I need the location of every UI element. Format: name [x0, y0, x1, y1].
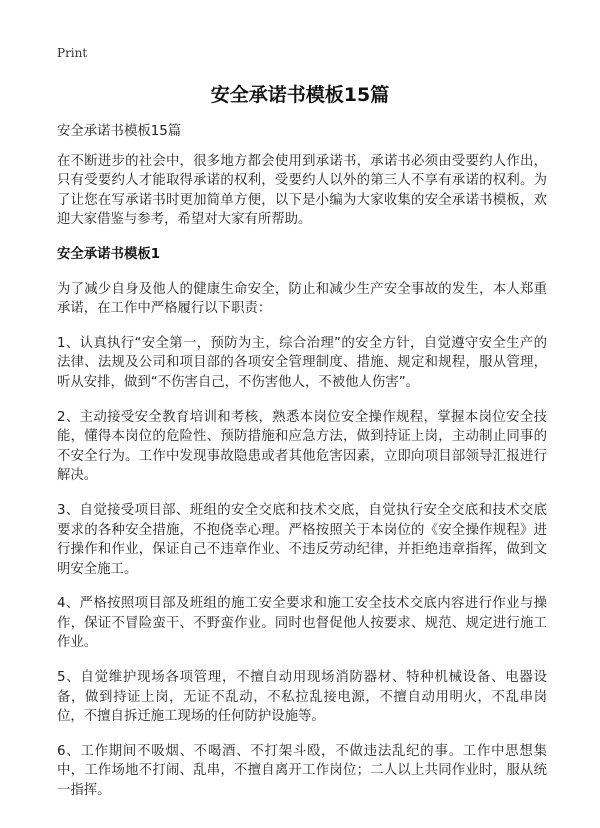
list-item: 6、工作期间不吸烟、不喝酒、不打架斗殴，不做违法乱纪的事。工作中思想集中，工作场地不打闹、乱串，不擅自离开工作岗位；二人以上共同作业时，服从统一指挥。 [57, 743, 547, 799]
lead-paragraph: 为了减少自身及他人的健康生命安全，防止和减少生产安全事故的发生，本人郑重承诺，在工作中严格履行以下职责： [57, 281, 547, 317]
document-subtitle: 安全承诺书模板15篇 [57, 124, 182, 139]
document-body [57, 122, 547, 816]
section-heading: 安全承诺书模板1 [57, 246, 161, 262]
list-item: 5、自觉维护现场各项管理，不擅自动用现场消防器材、特种机械设备、电器设备，做到持证上岗，无证不乱动，不私拉乱接电源，不擅自动用明火，不乱串岗位，不擅自拆迁施工现场的任何防护设施等。 [57, 670, 547, 725]
list-item: 2、主动接受安全教育培训和考核，熟悉本岗位安全操作规程，掌握本岗位安全技能，懂得本岗位的危险性、预防措施和应急方法，做到持证上岗，主动制止同事的不安全行为。工作中发现事故隐患或者其他危害因素，立即向项目部领导汇报进行解决。 [57, 409, 547, 484]
print-label: Print [57, 46, 88, 60]
document-title: 安全承诺书模板15篇 [210, 84, 390, 106]
intro-paragraph: 在不断进步的社会中，很多地方都会使用到承诺书，承诺书必须由受要约人作出，只有受要约人才能取得承诺的权利，受要约人以外的第三人不享有承诺的权利。为了让您在写承诺书时更加简单方便，以下是小编为大家收集的安全承诺书模板，欢迎大家借鉴与参考，希望对大家有所帮助。 [57, 153, 547, 228]
list-item: 4、严格按照项目部及班组的施工安全要求和施工安全技术交底内容进行作业与操作，保证不冒险蛮干、不野蛮作业。同时也督促他人按要求、规范、规定进行施工作业。 [57, 596, 547, 651]
list-item: 3、自觉接受项目部、班组的安全交底和技术交底，自觉执行安全交底和技术交底要求的各种安全措施，不抱侥幸心理。严格按照关于本岗位的《安全操作规程》进行操作和作业，保证自己不违章作业、不违反劳动纪律，并拒绝违章指挥，做到文明安全施工。 [57, 502, 547, 577]
list-item: 1、认真执行“安全第一，预防为主，综合治理”的安全方针，自觉遵守安全生产的法律、法规及公司和项目部的各项安全管理制度、措施、规定和规程，服从管理，听从安排，做到“不伤害自己，不伤害他人，不被他人伤害”。 [57, 335, 547, 390]
